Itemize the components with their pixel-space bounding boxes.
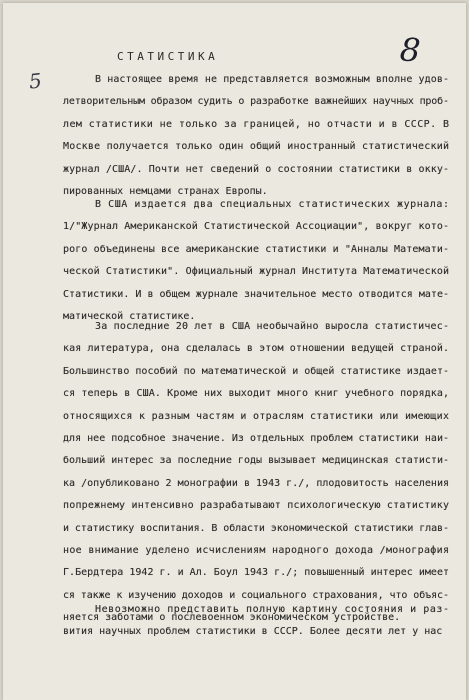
text-line: матической статистике. xyxy=(63,311,196,322)
text-line: 1/"Журнал Американской Статистической Ассоциации", вокруг кото- xyxy=(63,221,450,233)
text-line: лем статистики не только за границей, но отчасти и в СССР. В xyxy=(63,118,450,130)
text-line: Большинство пособий по математической и общей статистике издает- xyxy=(63,365,450,377)
text-line: ся теперь в США. Кроме них выходит много книг учебного порядка, xyxy=(63,388,450,400)
text-line: и статистику воспитания. В области экономической статистики глав- xyxy=(63,522,449,534)
text-line: Невозможно представить полную картину состояния и раз- xyxy=(95,604,450,615)
text-line: За последние 20 лет в США необычайно выросла статистичес- xyxy=(95,321,450,332)
text-line: рого объединены все американские статистики и "Анналы Математи- xyxy=(63,243,450,255)
text-line: Москве получается только один общий иностранный статистический xyxy=(63,141,450,153)
text-line: В настоящее время не представляется возможным вполне удов- xyxy=(95,74,450,85)
text-line: В США издается два специальных статистических журнала: xyxy=(95,199,450,210)
text-line: кая литература, она сделалась в этом отношении ведущей страной. xyxy=(63,343,450,355)
text-line: Статистики. И в общем журнале значительное место отводится мате- xyxy=(63,288,450,300)
handwritten-margin-mark: 5 xyxy=(27,68,43,94)
document-page xyxy=(3,3,466,700)
text-line: Г.Бердтера 1942 г. и Ал. Боул 1943 г./; повышенный интерес имеет xyxy=(63,567,450,579)
text-line: вития научных проблем статистики в СССР. Более десяти лет у нас xyxy=(63,626,443,638)
text-line: ся также к изучению доходов и социального страхования, что объяс- xyxy=(63,589,449,601)
text-line: ческой Статистики". Официальный журнал Института Математической xyxy=(63,266,450,278)
text-line: для нее подсобное значение. Из отдельных проблем статистики наи- xyxy=(63,433,450,444)
text-line: летворительным образом судить о разработке важнейших научных проб- xyxy=(63,96,449,108)
page-title: СТАТИСТИКА xyxy=(117,50,219,63)
text-line: ное внимание уделено исчислениям народного дохода /монография xyxy=(63,545,450,556)
text-line: попрежнему интенсивно разрабатывают психологическую статистику xyxy=(63,500,450,512)
text-line: ка /опубликовано 2 монографии в 1943 г./, плодовитость населения xyxy=(63,477,450,489)
text-line: пированных немцами странах Европы. xyxy=(63,186,268,197)
text-line: журнал /США/. Почти нет сведений о состоянии статистики в окку- xyxy=(63,163,450,175)
text-line: больший интерес за последние годы вызывает медицинская статисти- xyxy=(63,455,450,467)
text-line: относящихся к разным частям и отраслям статистики или имеющих xyxy=(63,410,450,422)
handwritten-page-number: 8 xyxy=(398,30,422,70)
text-line: няется заботами о послевоенном экономическом устройстве. xyxy=(63,612,401,624)
